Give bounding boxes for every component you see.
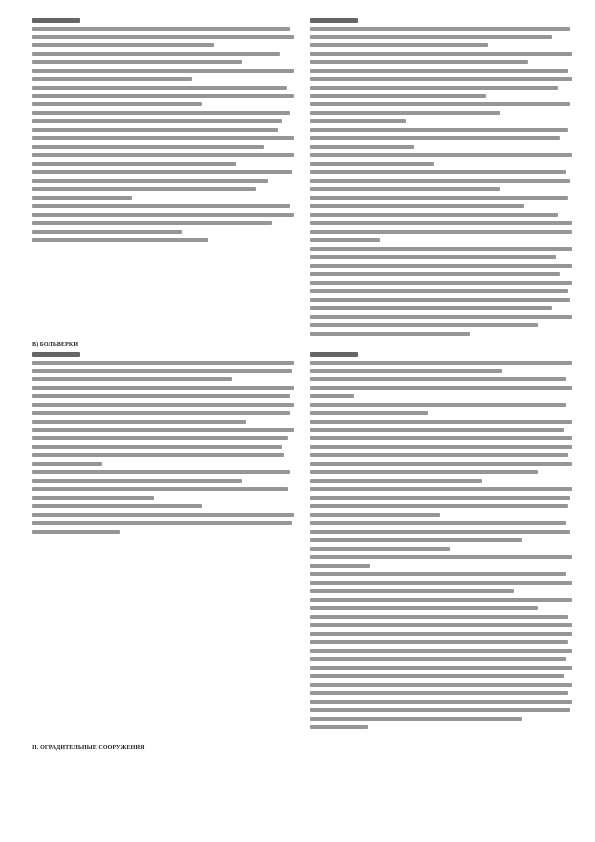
bottom-left-text-block <box>32 352 300 590</box>
bottom-right-text-block <box>310 352 578 742</box>
top-left-text-block <box>32 18 300 263</box>
section-ii-heading: II. ОГРАДИТЕЛЬНЫЕ СООРУЖЕНИЯ <box>32 745 145 751</box>
top-right-text-block <box>310 18 578 340</box>
section-b-heading: В) БОЛЬВЕРКИ <box>32 342 79 348</box>
